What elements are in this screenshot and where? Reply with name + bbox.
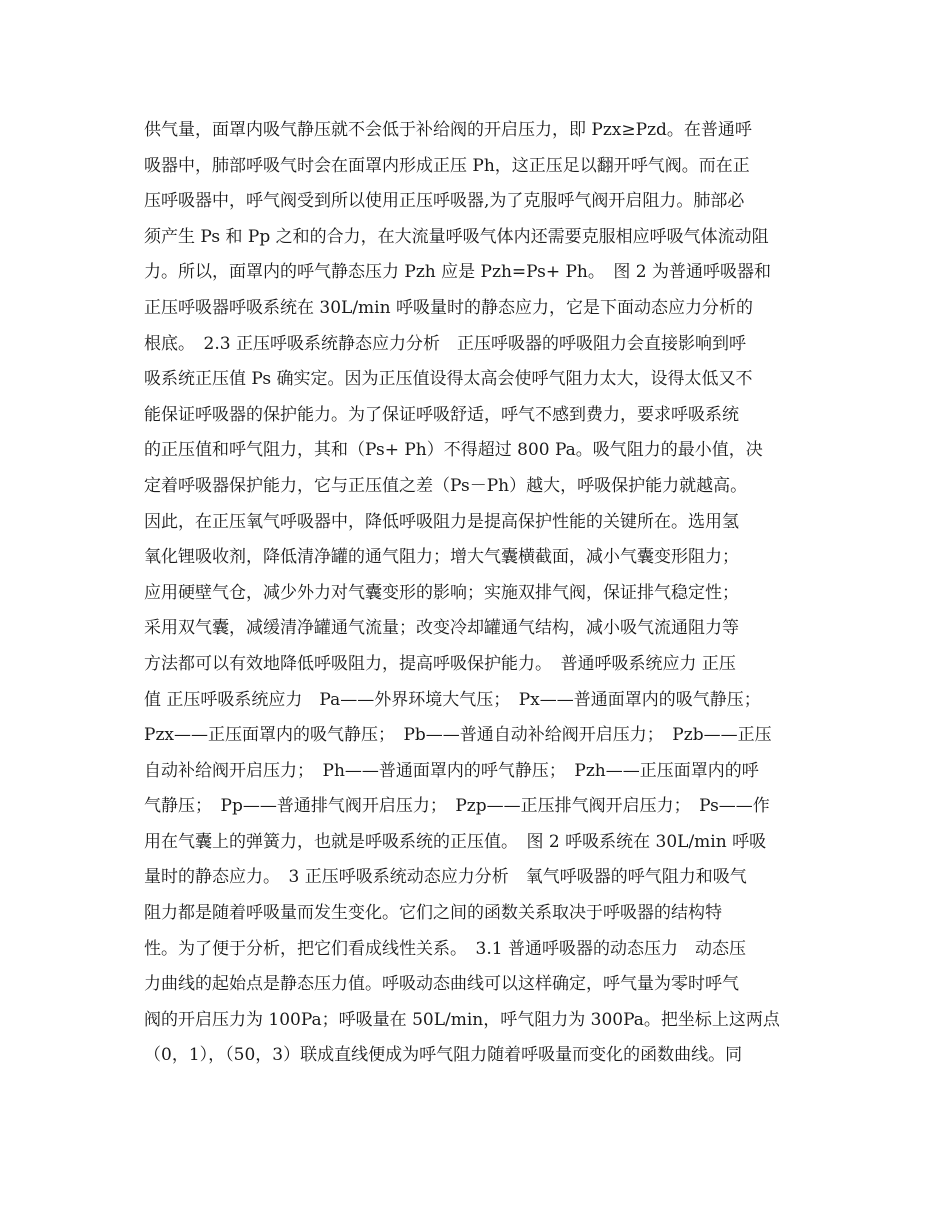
text-line: 阻力都是随着呼吸量而发生变化。它们之间的函数关系取决于呼吸器的结构特 [144, 903, 722, 924]
text-line: 自动补给阀开启压力； Ph——普通面罩内的呼气静压； Pzh——正压面罩内的呼 [144, 760, 759, 781]
text-line: 的正压值和呼气阻力，其和（Ps+ Ph）不得超过 800 Pa。吸气阻力的最小值，决 [144, 440, 763, 461]
text-line: 采用双气囊，减缓清净罐通气流量；改变冷却罐通气结构，减小吸气流通阻力等 [144, 618, 739, 639]
text-line: 正压呼吸器呼吸系统在 30L/min 呼吸量时的静态应力，它是下面动态应力分析的 [144, 297, 753, 318]
body-text [144, 113, 804, 1074]
text-line: 能保证呼吸器的保护能力。为了保证呼吸舒适，呼气不感到费力，要求呼吸系统 [144, 404, 739, 425]
text-line: 吸器中，肺部呼吸气时会在面罩内形成正压 Ph，这正压足以翻开呼气阀。而在正 [144, 155, 750, 176]
text-line: 须产生 Ps 和 Pp 之和的合力，在大流量呼吸气体内还需要克服相应呼吸气体流动阻 [144, 226, 769, 247]
text-line: 用在气囊上的弹簧力，也就是呼吸系统的正压值。 图 2 呼吸系统在 30L/min 呼吸 [144, 831, 767, 852]
text-line: 因此，在正压氧气呼吸器中，降低呼吸阻力是提高保护性能的关键所在。选用氢 [144, 511, 739, 532]
text-line: Pzx——正压面罩内的吸气静压； Pb——普通自动补给阀开启压力； Pzb——正压 [144, 725, 772, 746]
text-line: 定着呼吸器保护能力，它与正压值之差（Ps－Ph）越大，呼吸保护能力就越高。 [144, 475, 748, 496]
text-line: 氧化锂吸收剂，降低清净罐的通气阻力；增大气囊横截面，减小气囊变形阻力； [144, 547, 739, 568]
text-line: 阀的开启压力为 100Pa；呼吸量在 50L/min，呼气阻力为 300Pa。把坐标上这两点 [144, 1009, 780, 1030]
text-line: （0，1），（50，3）联成直线便成为呼气阻力随着呼吸量而变化的函数曲线。同 [144, 1045, 743, 1066]
text-line: 方法都可以有效地降低呼吸阻力，提高呼吸保护能力。 普通呼吸系统应力 正压 [144, 653, 736, 674]
text-line: 吸系统正压值 Ps 确实定。因为正压值设得太高会使呼气阻力太大，设得太低又不 [144, 369, 753, 390]
text-line: 力。所以，面罩内的呼气静态压力 Pzh 应是 Pzh=Ps+ Ph。 图 2 为普通呼吸器和 [144, 262, 772, 283]
text-line: 力曲线的起始点是静态压力值。呼吸动态曲线可以这样确定，呼气量为零时呼气 [144, 974, 739, 995]
text-line: 根底。 2.3 正压呼吸系统静态应力分析 正压呼吸器的呼吸阻力会直接影响到呼 [144, 333, 746, 354]
text-line: 压呼吸器中，呼气阀受到所以使用正压呼吸器,为了克服呼气阀开启阻力。肺部必 [144, 191, 745, 212]
text-line: 性。为了便于分析，把它们看成线性关系。 3.1 普通呼吸器的动态压力 动态压 [144, 938, 746, 959]
text-line: 应用硬壁气仓，减少外力对气囊变形的影响；实施双排气阀，保证排气稳定性； [144, 582, 739, 603]
text-line: 供气量，面罩内吸气静压就不会低于补给阀的开启压力，即 Pzx≥Pzd。在普通呼 [144, 120, 752, 140]
text-line: 气静压； Pp——普通排气阀开启压力； Pzp——正压排气阀开启压力； Ps——作 [144, 796, 770, 817]
text-line: 值 正压呼吸系统应力 Pa——外界环境大气压； Px——普通面罩内的吸气静压； [144, 689, 761, 710]
text-line: 量时的静态应力。 3 正压呼吸系统动态应力分析 氧气呼吸器的呼气阻力和吸气 [144, 867, 747, 888]
